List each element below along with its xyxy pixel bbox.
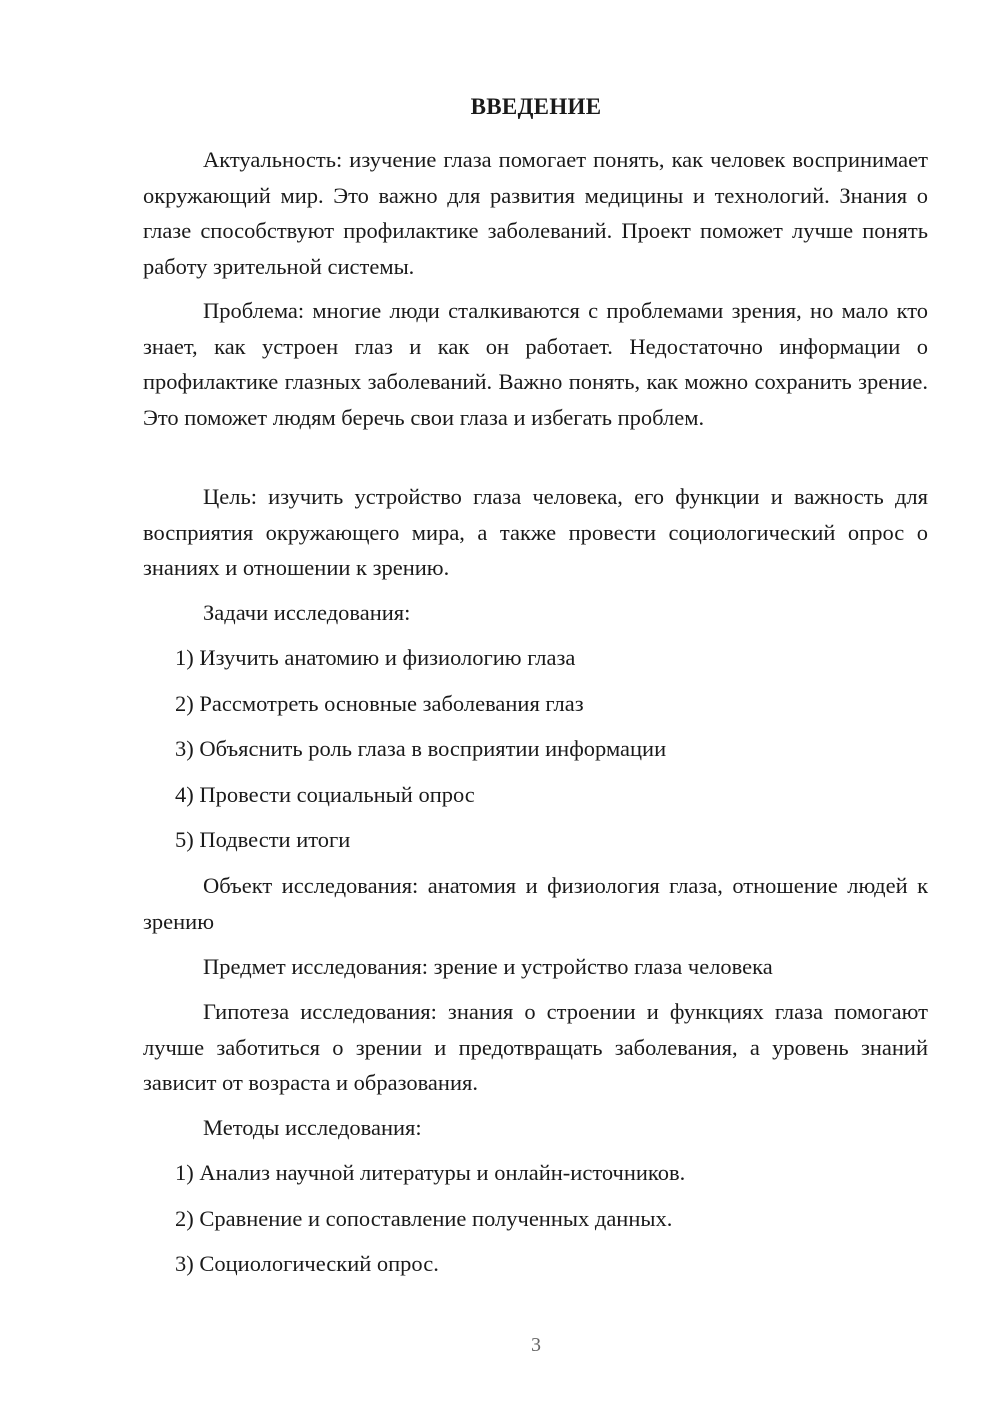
subject-paragraph: Предмет исследования: зрение и устройство глаза человека [203,954,773,979]
task-item-3: 3) Объяснить роль глаза в восприятии информации [175,736,667,761]
method-item-3: 3) Социологический опрос. [175,1251,439,1276]
object-text: Объект исследования: анатомия и физиология глаза, отношение людей к зрению [143,873,928,934]
hypothesis-paragraph [143,994,928,1101]
relevance-paragraph [143,142,928,284]
tasks-heading: Задачи исследования: [203,600,411,625]
object-paragraph [143,868,928,939]
problem-text: Проблема: многие люди сталкиваются с проблемами зрения, но мало кто знает, как устроен глаз и как он работает. Недостаточно информации о профилактике глазных заболеваний. Важно понять, как можно сохранить зрение. Это поможет людям беречь свои глаза и избегать проблем. [143,298,928,430]
goal-paragraph [143,479,928,586]
method-item-2: 2) Сравнение и сопоставление полученных данных. [175,1206,673,1231]
method-item-1: 1) Анализ научной литературы и онлайн-источников. [175,1160,686,1185]
task-item-2: 2) Рассмотреть основные заболевания глаз [175,691,584,716]
page-number: 3 [531,1334,541,1356]
task-item-5: 5) Подвести итоги [175,827,351,852]
task-item-1: 1) Изучить анатомию и физиологию глаза [175,645,576,670]
methods-heading: Методы исследования: [203,1115,422,1140]
section-title: ВВЕДЕНИЕ [470,94,602,119]
hypothesis-text: Гипотеза исследования: знания о строении и функциях глаза помогают лучше заботиться о зрении и предотвращать заболевания, а уровень знаний зависит от возраста и образования. [143,999,928,1095]
goal-text: Цель: изучить устройство глаза человека, его функции и важность для восприятия окружающего мира, а также провести социологический опрос о знаниях и отношении к зрению. [143,484,928,580]
task-item-4: 4) Провести социальный опрос [175,782,475,807]
problem-paragraph [143,293,928,435]
relevance-text: Актуальность: изучение глаза помогает понять, как человек воспринимает окружающий мир. Это важно для развития медицины и технологий. Знания о глазе способствуют профилактике заболеваний. Проект поможет лучше понять работу зрительной системы. [143,147,928,279]
